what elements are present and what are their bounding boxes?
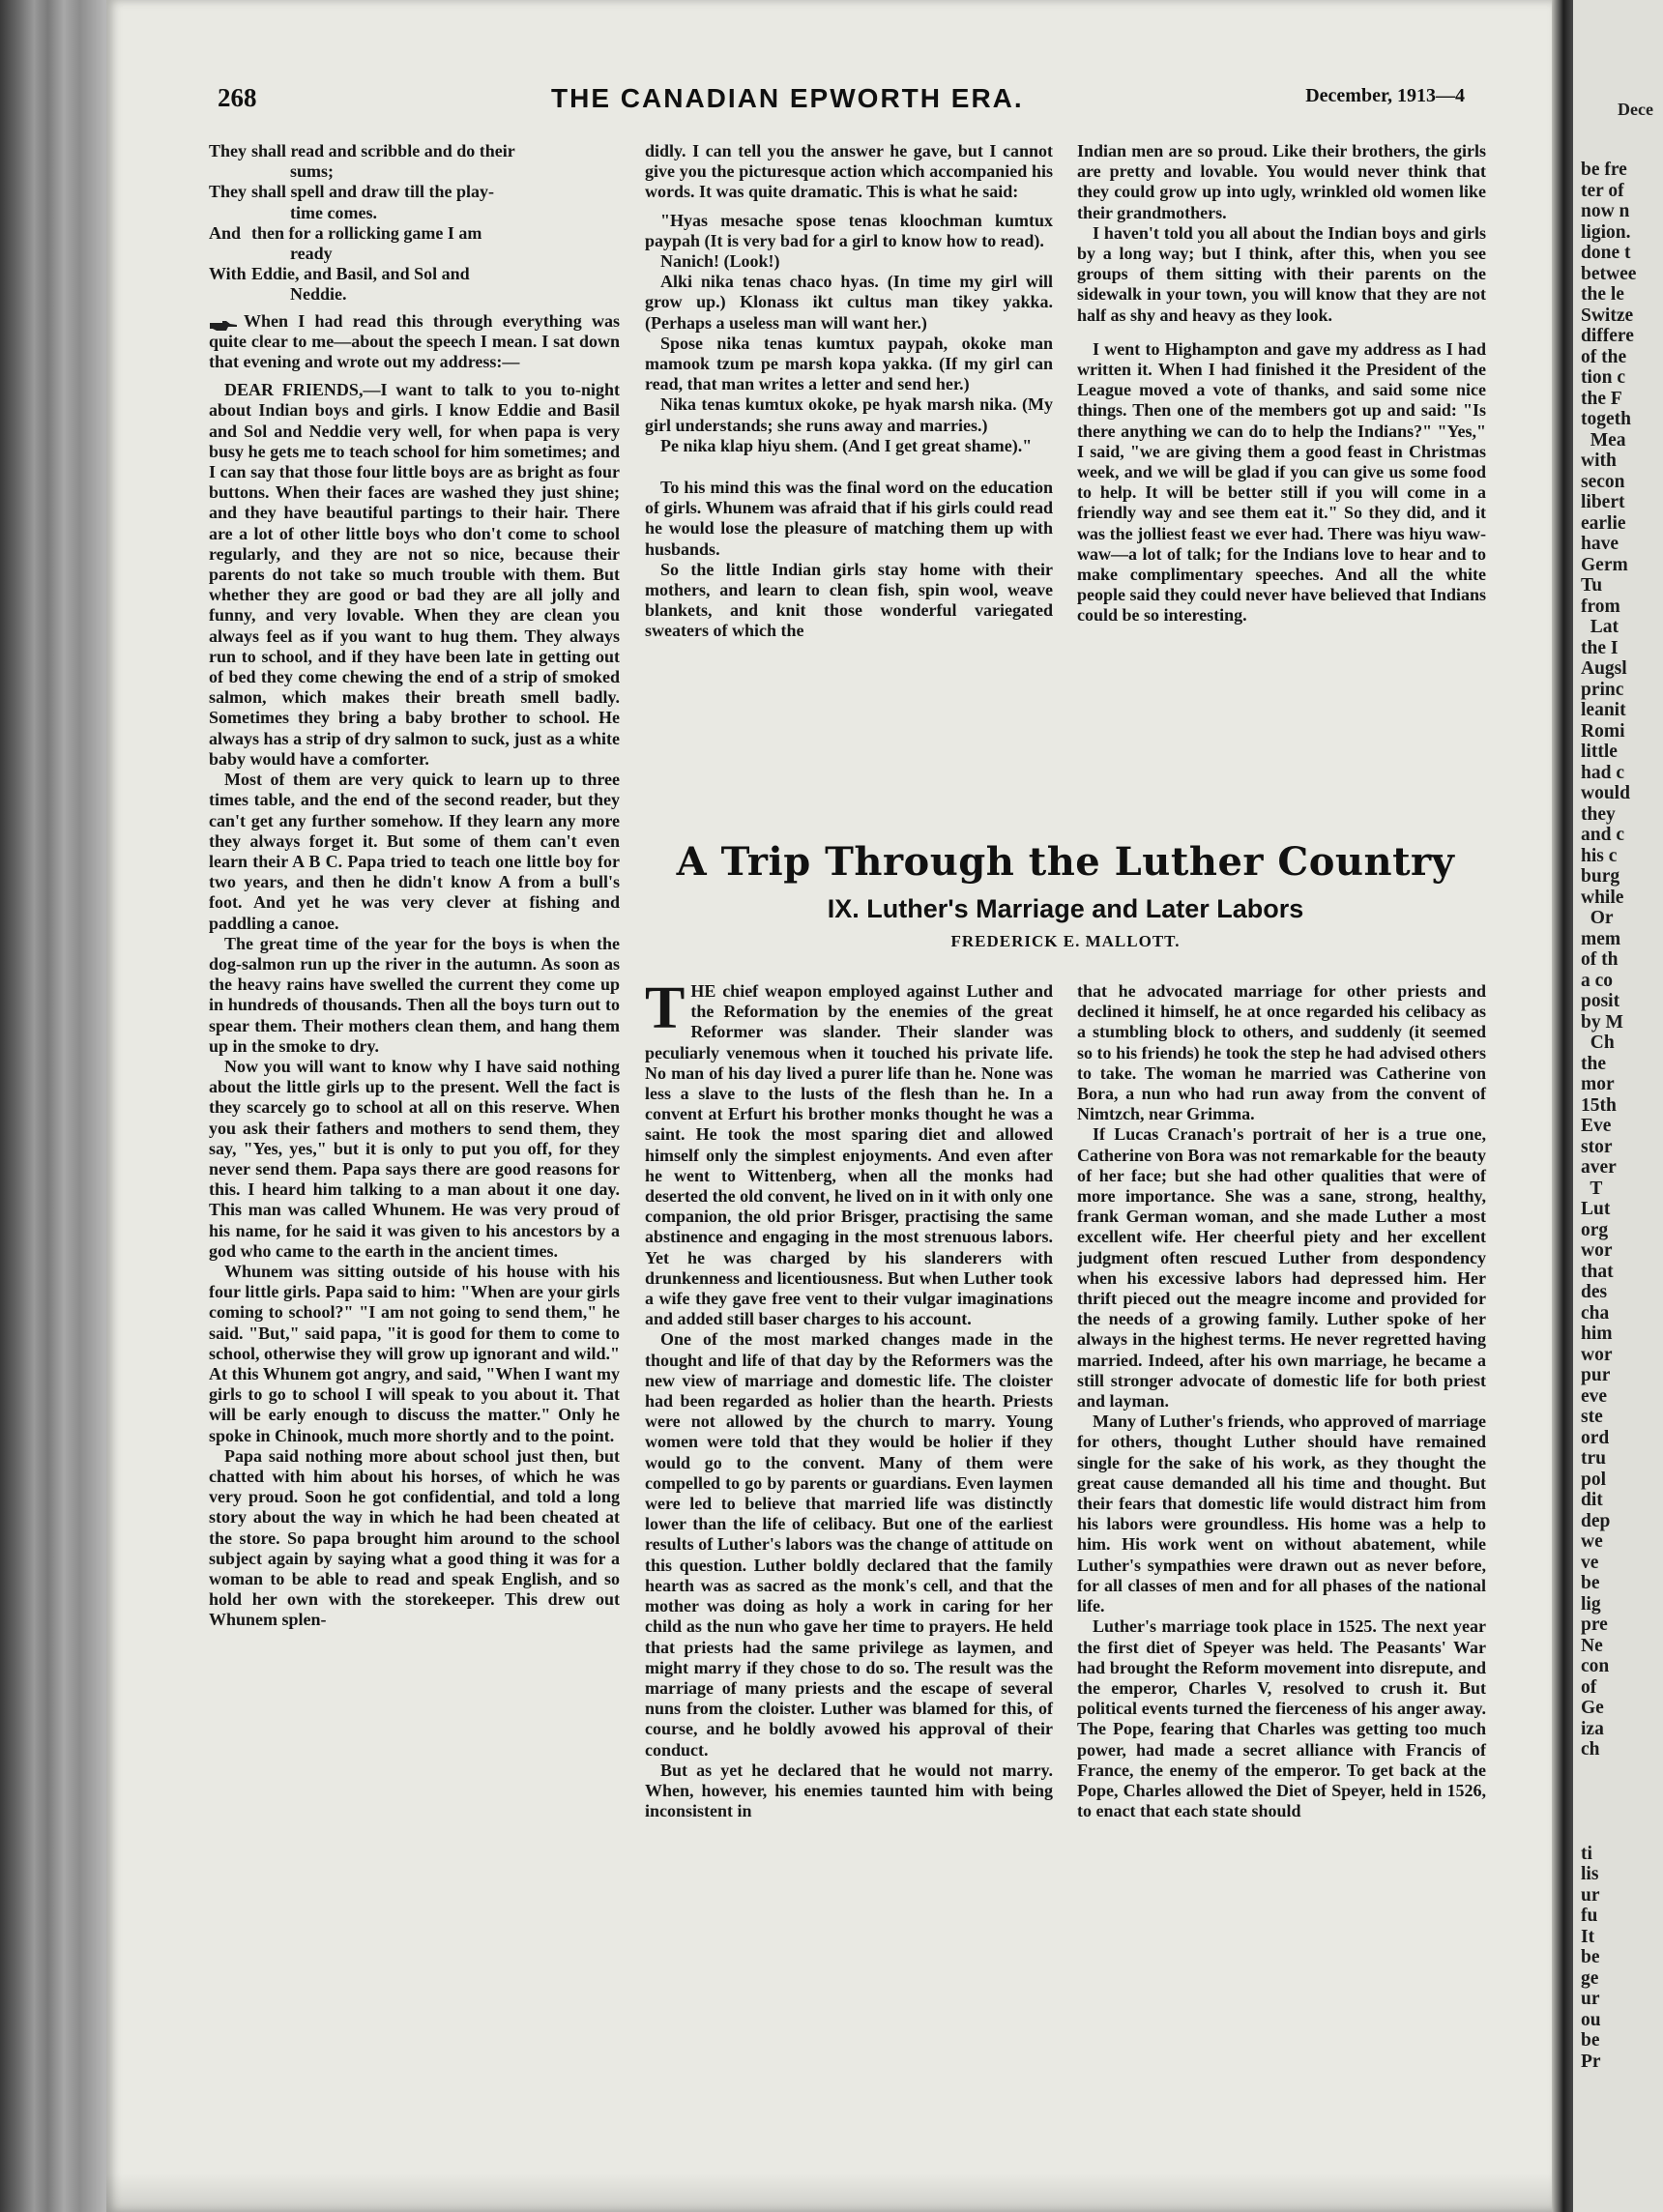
paragraph: The great time of the year for the boys is when the dog-salmon run up the river in the autumn. As soon as the heavy rains have swelled the current they come up in hundreds of thousands. Then all the boys turn out to spear them. Their mothers clean them, and hang them up in the smoke to dry. <box>209 933 620 1056</box>
chinook-quote: Pe nika klap hiyu shem. (And I get great shame)." <box>660 435 1033 455</box>
article-subtitle: IX. Luther's Marriage and Later Labors <box>827 894 1304 923</box>
paragraph: Now you will want to know why I have said nothing about the little girls up to the present. Well the fact is they scarcely go to school at all on this reserve. When you ask their fathers and mothers to send them, they say, "Yes, yes," but it is only to put you off, for they never send them. Papa says there are good reasons for this. I heard him talking to a man about it one day. This man was called Whunem. He was very proud of his name, for he said it was given to his ancestors by a god who came to the earth in the ancient times. <box>209 1056 620 1261</box>
article-heading <box>645 839 1486 951</box>
paragraph: I haven't told you all about the Indian boys and girls by a long way; but I think, after this, when you see groups of them sitting with their parents on the sidewalk in your town, you will know that they are not half as shy and heavy as they look. <box>1077 222 1486 325</box>
paragraph: I went to Highampton and gave my address as I had written it. When I had finished it the President of the League moved a vote of thanks, and said some nice things. Then one of the members got up and said: "Is there anything we can do to help the Indians?" "Yes," I said, "we are giving them a good feast in Christmas week, and we will be glad if you can give us some food to help. It will be better still if you will come in a friendly way and see them eat it." So they did, and it was the jolliest feast we ever had. There was hiyu waw-waw—a lot of talk; for the Indians love to hear and to make complimentary speeches. And all the white people said they could never have believed that Indians could be so interesting. <box>1077 338 1486 626</box>
paragraph: that he advocated marriage for other priests and declined it himself, he at once regarded his celibacy as a stumbling block to others, and suddenly (it seemed so to his friends) he took the step he had advised others to take. The woman he married was Catherine von Bora, a nun who had run away from the convent of Nimtzch, near Grimma. <box>1077 981 1486 1124</box>
poem-line: With Eddie, and Basil, and Sol and <box>209 264 470 284</box>
paragraph: Many of Luther's friends, who approved of marriage for others, thought Luther should have remained single for the sake of his work, as they thought the great cause demanded all his time and thought. But their fears that domestic life would distract him from his labors were groundless. His home was a help to him. His work went on without abatement, while Luther's sympathies were drawn out as never before, for all classes of men and for all phases of the national life. <box>1077 1412 1486 1616</box>
poem-line: They shall spell and draw till the play- <box>209 182 495 202</box>
drop-cap: T <box>645 975 686 1041</box>
chinook-quote: Spose nika tenas kumtux paypah, okoke man mamook tzum pe marsh kopa yakka. (If my girl can read, that man writes a letter and send her.) <box>645 333 1053 394</box>
paragraph: But as yet he declared that he would not marry. When, however, his enemies taunted him with being inconsistent in <box>645 1760 1053 1821</box>
page-header <box>218 83 1465 122</box>
paragraph: THE chief weapon employed against Luther and the Reformation by the enemies of the great Reformer was slander. Their slander was peculiarly venemous when it touched his private life. No man of his day lived a purer life than he. None was less a slave to the lusts of the flesh than he. In a convent at Erfurt his brother monks thought he was a saint. He took the most sparing diet and allowed himself only the simplest enjoyments. And even after he went to Wittenberg, when all the monks had deserted the old convent, he lived on in it with only one companion, the old prior Brisger, practising the same abstinence and engaging in the most strenuous labors. Yet he was charged by his slanderers with drunkenness and licentiousness. But when Luther took a wife they gave free vent to their vulgar imaginations and added still baser charges to his account. <box>645 975 1053 1329</box>
facing-page-header: Dece <box>1618 100 1653 119</box>
paragraph: didly. I can tell you the answer he gave, but I cannot give you the picturesque action which accompanied his words. It was quite dramatic. This is what he said: <box>645 141 1053 202</box>
issue-date: December, 1913—4 <box>1305 85 1465 106</box>
article-title: A Trip Through the Luther Country <box>676 839 1455 885</box>
page-number: 268 <box>218 83 257 112</box>
column-2 <box>645 141 1053 642</box>
facing-page-edge <box>1573 0 1663 2212</box>
article-column-2 <box>1077 981 1486 1821</box>
paragraph: So the little Indian girls stay home with their mothers, and learn to clean fish, spin wool, weave blankets, and knit those wonderful variegated sweaters of which the <box>645 559 1053 641</box>
poem-line-cont: sums; <box>290 161 335 182</box>
paragraph: DEAR FRIENDS,—I want to talk to you to-night about Indian boys and girls. I know Eddie and Basil and Sol and Neddie very well, for when papa is very busy he gets me to teach school for him sometimes; and I can say that those four little boys are as bright as four buttons. When their faces are washed they just shine; and they have beautiful partings to their hair. There are a lot of other little boys who don't come to school regularly, and they are not so nice, because their parents do not take so much trouble with them. But whether they are good or bad they are all jolly and funny, and very lovable. When they are clean you always feel as if you want to hug them. They always run to school, and if they have been late in getting out of bed they come chewing the end of a strip of smoked salmon, which makes their breath smell badly. Sometimes they bring a baby brother to school. He always has a strip of dry salmon to suck, just as a white baby would have a comforter. <box>209 380 620 769</box>
poem-line: They shall read and scribble and do their <box>209 141 515 160</box>
column-3 <box>1077 141 1486 626</box>
chinook-quote: "Hyas mesache spose tenas kloochman kumtux paypah (It is very bad for a girl to know how to read). <box>645 210 1053 250</box>
poem-line-cont: Neddie. <box>290 284 347 305</box>
paragraph: If Lucas Cranach's portrait of her is a true one, Catherine von Bora was not remarkable for the beauty of her face; but she had other qualities that were of more importance. She was a sane, strong, healthy, frank German woman, and she made Luther a most excellent wife. Her cheerful piety and her excellent judgment often rescued Luther from despondency when his excessive labors had depressed him. Her thrift pieced out the meagre income and provided for the needs of a growing family. Luther spoke of her always in the highest terms. He never regretted having married. Indeed, after his own marriage, he became a still stronger advocate of domestic life for both priest and layman. <box>1077 1124 1486 1412</box>
chinook-quote: Nanich! (Look!) <box>660 251 780 272</box>
book-binding-edge <box>0 0 106 2212</box>
facing-page-text: be fre ter of now n ligion. done t betwee the le Switze differe of the tion c the F togeth Mea with secon libert earlie have Germ Tu from Lat the I Augsl princ leanit Romi little had c would they and c his c burg while Or mem of th a co posit by M Ch the mor 15th Eve stor aver T Lut org wor that des cha him wor pur eve ste ord tru pol dit dep we ve be lig pre Ne con of Ge iza ch ti lis ur fu It be ge ur ou be Pr <box>1581 160 1637 2072</box>
column-1 <box>209 141 620 1631</box>
paragraph: To his mind this was the final word on the education of girls. Whunem was afraid that if his girls could read he would lose the pleasure of matching them up with husbands. <box>645 478 1053 559</box>
paragraph: When I had read this through everything was quite clear to me—about the speech I mean. I sat down that evening and wrote out my address:— <box>209 310 620 372</box>
paragraph: Whunem was sitting outside of his house with his four little girls. Papa said to him: "When are your girls coming to school?" "I am not going to send them," he said. "But," said papa, "it is good for them to come to school, otherwise they will grow up ignorant and wild." At this Whunem got angry, and said, "When I want my girls to go to school I will speak to you about it. That will be early enough to discuss the matter." Only he spoke in Chinook, much more shortly and to the point. <box>209 1261 620 1445</box>
article-author: FREDERICK E. MALLOTT. <box>950 932 1181 950</box>
chinook-quote: Nika tenas kumtux okoke, pe hyak marsh nika. (My girl understands; she runs away and marries.) <box>645 394 1053 435</box>
pointing-hand-icon <box>209 317 238 329</box>
poem <box>209 141 620 306</box>
page-bottom-shadow <box>106 2173 1552 2212</box>
page-gutter <box>1552 0 1573 2212</box>
paragraph: One of the most marked changes made in the thought and life of that day by the Reformers was the new view of marriage and domestic life. The cloister had been regarded as holier than the hearth. Priests were not allowed by the church to marry. Young women were told that they would be holier if they would go to the convent. Many of them were compelled to go by parents or guardians. Even laymen were led to believe that married life was distinctly lower than the life of celibacy. But one of the earliest results of Luther's labors was the change of attitude on this question. Luther boldly declared that the family hearth was as sacred as the monk's cell, and that the mother was doing as holy a work in caring for her child as the nun who gave her time to prayers. He held that priests had the same privilege as laymen, and might marry if they chose to do so. The result was the marriage of many priests and the escape of several nuns from the cloister. Luther was blamed for this, of course, and he boldly avowed his approval of their conduct. <box>645 1329 1053 1760</box>
poem-line-cont: ready <box>290 244 333 264</box>
chinook-quote: Alki nika tenas chaco hyas. (In time my girl will grow up.) Klonass ikt cultus man tikey yakka. (Perhaps a useless man will want her.) <box>645 272 1053 333</box>
paragraph: Indian men are so proud. Like their brothers, the girls are pretty and lovable. You would never think that they could grow up into ugly, wrinkled old women like their grandmothers. <box>1077 141 1486 222</box>
paragraph: Most of them are very quick to learn up to three times table, and the end of the second reader, but they can't get any further somehow. If they learn any more they always forget it. But some of them can't even learn their A B C. Papa tried to teach one little boy for two years, and then he didn't know A from a bull's foot. And yet he was very clever at fishing and paddling a canoe. <box>209 770 620 933</box>
paragraph: Luther's marriage took place in 1525. The next year the first diet of Speyer was held. The Peasants' War had brought the Reform movement into disrepute, and the emperor, Charles V, resolved to crush it. But political events turned the fierceness of his anger away. The Pope, fearing that Charles was getting too much power, had made a secret alliance with Francis of France, the enemy of the emperor. To get back at the Pope, Charles allowed the Diet of Speyer, held in 1526, to enact that each state should <box>1077 1616 1486 1821</box>
paragraph: Papa said nothing more about school just then, but chatted with him about his horses, of which he was very proud. Soon he got confidential, and told a long story about the way in which he had been cheated at the store. So papa brought him around to the school subject again by saying what a good thing it was for a woman to be able to read and speak English, and so hold her own with the storekeeper. This drew out Whunem splen- <box>209 1445 620 1630</box>
article-column-1 <box>645 975 1053 1821</box>
masthead-title: THE CANADIAN EPWORTH ERA. <box>551 83 1024 113</box>
poem-line: And then for a rollicking game I am <box>209 222 482 243</box>
poem-line-cont: time comes. <box>290 202 377 222</box>
